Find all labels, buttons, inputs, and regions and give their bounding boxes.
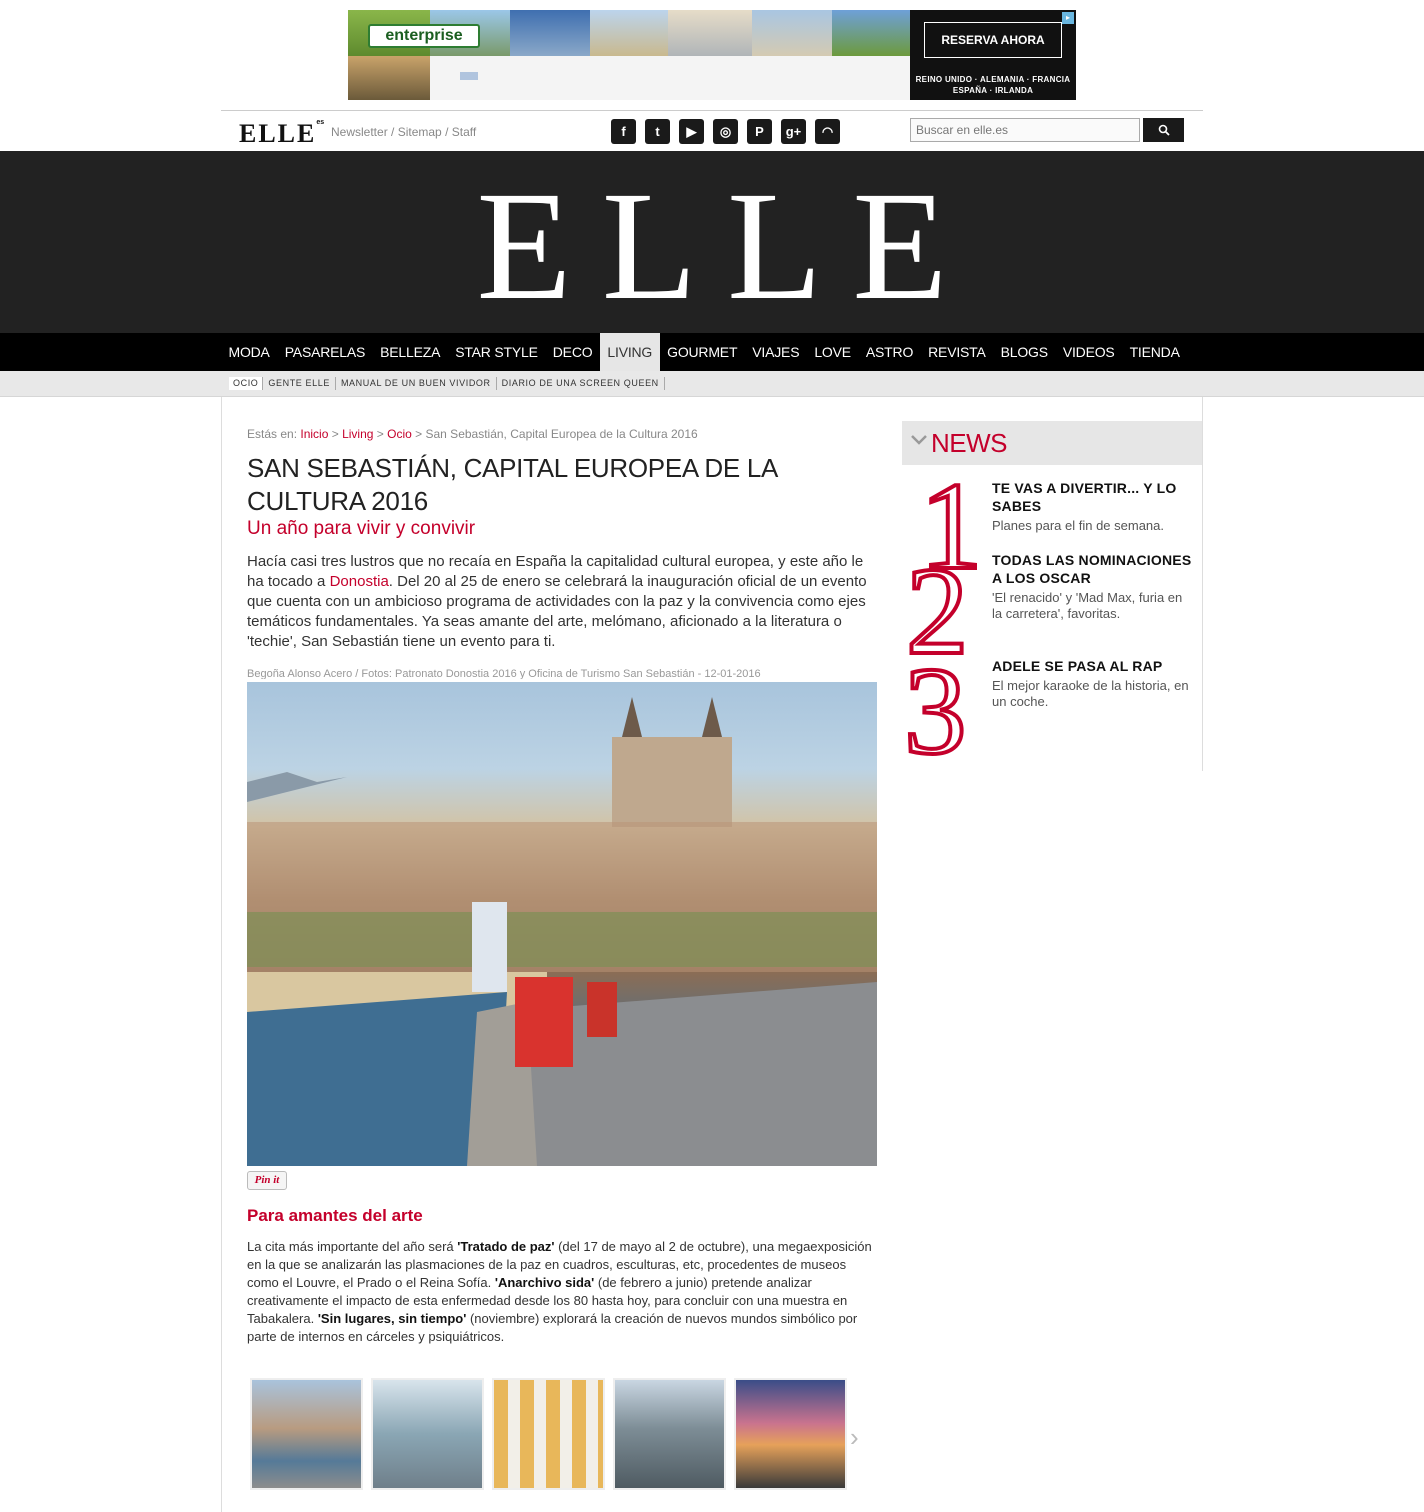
news-item[interactable] [992, 657, 1192, 710]
nav-item-blogs[interactable]: BLOGS [1000, 344, 1048, 360]
staff-link[interactable]: Staff [451, 125, 477, 139]
news-item[interactable] [992, 479, 1192, 534]
ad-banner[interactable] [348, 10, 1076, 100]
breadcrumb-current: San Sebastián, Capital Europea de la Cultura 2016 [425, 427, 698, 441]
article-subtitle: Un año para vivir y convivir [247, 518, 476, 539]
donostia-link[interactable]: Donostia [329, 573, 389, 590]
search-input[interactable]: Buscar en elle.es [910, 118, 1140, 142]
sitemap-link[interactable]: Sitemap [397, 125, 442, 139]
gallery-thumb[interactable] [371, 1378, 484, 1490]
event-title: 'Anarchivo sida' [494, 1275, 595, 1290]
article-lead [247, 552, 875, 652]
photo-illustration [247, 682, 877, 1166]
breadcrumb: Estás en: Inicio > Living > Ocio > San Sebastián, Capital Europea de la Cultura 2016 [247, 427, 698, 441]
rank-numeral-3: 3 [904, 643, 967, 768]
rank-numeral-1: 1 [920, 468, 983, 596]
event-title: 'Tratado de paz' [457, 1239, 555, 1254]
subnav-item-gente-elle[interactable]: GENTE ELLE [263, 377, 336, 390]
newsletter-link[interactable]: Newsletter [331, 125, 388, 139]
gallery-thumb[interactable] [734, 1378, 847, 1490]
search-button[interactable] [1143, 118, 1184, 142]
rank-numeral-2: 2 [906, 543, 969, 681]
news-item[interactable] [992, 551, 1192, 622]
article-title: SAN SEBASTIÁN, CAPITAL EUROPEA DE LA CULTURA 2016 [247, 453, 777, 516]
ad-destinations [910, 74, 1076, 96]
body-text: (noviembre) explorará la creación de nuevos mundos simbólico por parte de internos en cárceles y psiquiátricos. [247, 1311, 858, 1344]
social-icons [611, 119, 840, 144]
ad-photo [590, 10, 668, 56]
nav-item-star-style[interactable]: STAR STYLE [455, 344, 538, 360]
gallery-thumb[interactable] [250, 1378, 363, 1490]
youtube-icon[interactable]: ▶ [679, 119, 704, 144]
ad-brand-logo: enterprise [368, 24, 480, 48]
small-logo-suffix: es [316, 119, 325, 126]
small-logo-text: ELLE [239, 119, 317, 148]
nav-item-revista[interactable]: REVISTA [928, 344, 986, 360]
pin-it-button[interactable]: Pin it [247, 1171, 287, 1190]
article-main-photo[interactable] [247, 682, 877, 1166]
body-text: (del 17 de mayo al 2 de octubre), una megaexposición en la que se analizarán las plasmaciones de la paz en cuadros, esculturas, etc, procedentes de museos como el Louvre, el Prado o el Reina Sofía. [247, 1239, 872, 1290]
search-icon [1158, 124, 1170, 136]
google-plus-icon[interactable]: g+ [781, 119, 806, 144]
pinterest-icon[interactable]: P [747, 119, 772, 144]
elle-logo[interactable]: ELLE [476, 159, 978, 332]
breadcrumb-link-inicio[interactable]: Inicio [300, 427, 329, 441]
top-utility-bar [221, 110, 1203, 151]
nav-item-living[interactable]: LIVING [600, 333, 660, 371]
event-title: 'Sin lugares, sin tiempo' [317, 1311, 467, 1326]
ad-reserve-button[interactable]: RESERVA AHORA [924, 22, 1062, 58]
nav-item-astro[interactable]: ASTRO [865, 344, 914, 360]
small-logo[interactable] [239, 119, 324, 149]
article-body [247, 1238, 879, 1346]
main-nav [0, 333, 1424, 371]
nav-item-viajes[interactable]: VIAJES [752, 344, 800, 360]
ad-photo [510, 10, 590, 56]
ad-cta-panel [910, 10, 1076, 100]
ranking-numerals [898, 468, 988, 768]
lead-text: . Del 20 al 25 de enero se celebrará la inauguración oficial de un evento que cuenta con un ambicioso programa de actividades con la paz y la convivencia como ejes temáticos fundamentales. Ya seas amante del arte, melómano, aficionado a la literatura o 'techie', San Sebastián tiene un evento para ti. [247, 573, 867, 650]
chevron-down-icon [911, 435, 927, 445]
ad-photo-castle [348, 56, 430, 100]
nav-item-videos[interactable]: VIDEOS [1062, 344, 1115, 360]
site-header [0, 151, 1424, 333]
news-description: El mejor karaoke de la historia, en un coche. [992, 678, 1189, 709]
gallery-thumb[interactable] [492, 1378, 605, 1490]
ad-photo [668, 10, 752, 56]
nav-item-love[interactable]: LOVE [814, 344, 851, 360]
nav-item-pasarelas[interactable]: PASARELAS [284, 344, 366, 360]
ad-photo [752, 10, 832, 56]
news-headline[interactable]: ADELE SE PASA AL RAP [992, 658, 1163, 674]
adchoices-icon[interactable]: ▸ [1062, 12, 1074, 24]
subnav-item-ocio[interactable]: OCIO [229, 377, 263, 390]
facebook-icon[interactable]: f [611, 119, 636, 144]
ad-photo [832, 10, 910, 56]
news-description: Planes para el fin de semana. [992, 518, 1164, 533]
gallery-thumb[interactable] [613, 1378, 726, 1490]
subnav-item-manual-de-un-buen-vividor[interactable]: MANUAL DE UN BUEN VIVIDOR [336, 377, 497, 390]
gallery-next-arrow-icon[interactable]: › [850, 1422, 859, 1452]
body-text: La cita más importante del año será [247, 1239, 458, 1254]
nav-item-moda[interactable]: MODA [228, 344, 270, 360]
news-title: NEWS [931, 428, 1007, 458]
utility-links: Newsletter / Sitemap / Staff [331, 125, 477, 139]
body-text: (de febrero a junio) pretende analizar creativamente el impacto de esta enfermedad desde los 80 hasta hoy, para concluir con una muestra en Tabakalera. [247, 1275, 848, 1326]
nav-item-belleza[interactable]: BELLEZA [380, 344, 441, 360]
nav-item-tienda[interactable]: TIENDA [1129, 344, 1180, 360]
ad-destinations-line: REINO UNIDO · ALEMANIA · FRANCIA [915, 75, 1071, 84]
content-border-left [221, 397, 222, 1512]
sub-nav [0, 371, 1424, 397]
section-heading: Para amantes del arte [247, 1206, 423, 1225]
news-description: 'El renacido' y 'Mad Max, furia en la carretera', favoritas. [992, 590, 1183, 621]
article-byline: Begoña Alonso Acero / Fotos: Patronato Donostia 2016 y Oficina de Turismo San Sebastián - 12-01-2016 [247, 668, 761, 679]
breadcrumb-link-living[interactable]: Living [342, 427, 374, 441]
lead-text: Hacía casi tres lustros que no recaía en España la capitalidad cultural europea, y este año le ha tocado a [247, 553, 864, 590]
ad-destinations-line: ESPAÑA · IRLANDA [952, 86, 1034, 95]
rss-icon[interactable]: ◠ [815, 119, 840, 144]
thumbnail-gallery [250, 1378, 847, 1490]
news-headline[interactable]: TE VAS A DIVERTIR... Y LO SABES [992, 480, 1177, 514]
nav-item-gourmet[interactable]: GOURMET [667, 344, 738, 360]
instagram-icon[interactable]: ◎ [713, 119, 738, 144]
breadcrumb-link-ocio[interactable]: Ocio [387, 427, 412, 441]
twitter-icon[interactable]: t [645, 119, 670, 144]
sidebar-border-right [1202, 397, 1203, 771]
breadcrumb-prefix: Estás en: [247, 427, 298, 441]
news-headline[interactable]: TODAS LAS NOMINACIONES A LOS OSCAR [992, 552, 1192, 586]
subnav-item-diario-de-una-screen-queen[interactable]: DIARIO DE UNA SCREEN QUEEN [497, 377, 665, 390]
nav-item-deco[interactable]: DECO [552, 344, 593, 360]
ad-small-icon [460, 72, 478, 80]
